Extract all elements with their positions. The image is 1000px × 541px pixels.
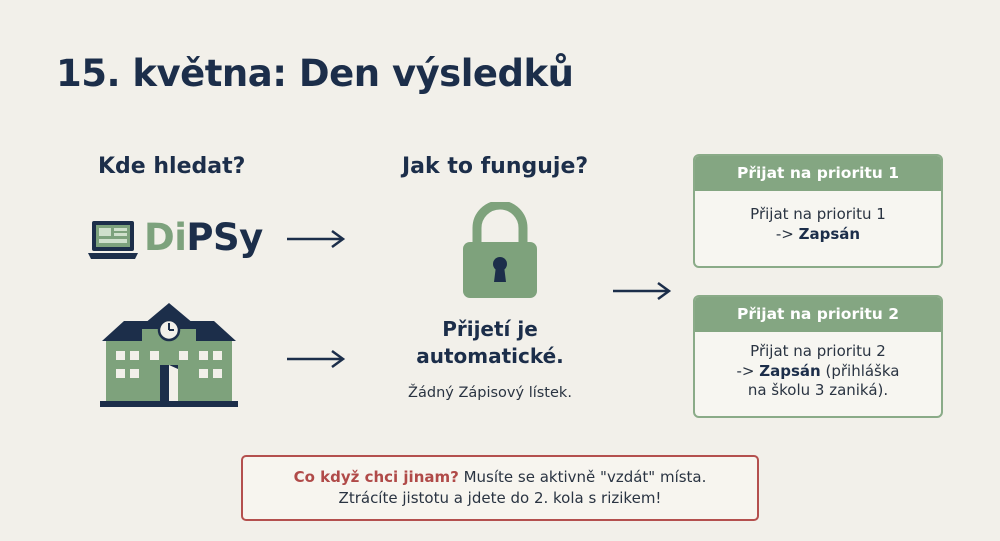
card-line: [695, 224, 941, 244]
warning-box: [241, 455, 759, 521]
priority-1-card-body: [695, 191, 941, 244]
automatic-admission-text: [380, 316, 600, 370]
priority-2-card: [693, 295, 943, 418]
page-title: 15. května: Den výsledků: [56, 52, 574, 95]
laptop-icon: [88, 219, 138, 261]
priority-1-card-header: Přijat na prioritu 1: [695, 156, 941, 191]
priority-2-card-body: [695, 332, 941, 401]
warning-line1: [243, 467, 757, 488]
card-line: Přijat na prioritu 2: [750, 342, 886, 360]
warning-line2: Ztrácíte jistotu a jdete do 2. kola s rizikem!: [338, 489, 662, 507]
automatic-admission-line1: Přijetí je: [442, 317, 538, 341]
card-arrow-text: ->: [736, 361, 760, 380]
no-enrollment-ticket-note: Žádný Zápisový lístek.: [408, 385, 572, 401]
automatic-admission-line2: automatické.: [416, 344, 564, 368]
arrow-right-icon: [286, 348, 346, 370]
card-line-rest: (přihláška: [820, 361, 900, 380]
card-line: [695, 362, 941, 382]
arrow-right-icon: [612, 280, 672, 302]
warning-question: Co když chci jinam?: [293, 468, 459, 486]
warning-line1-rest: Musíte se aktivně "vzdát" místa.: [458, 468, 707, 486]
priority-2-card-header: Přijat na prioritu 2: [695, 297, 941, 332]
school-building-icon: [100, 299, 238, 411]
enrolled-label: Zapsán: [759, 361, 821, 380]
dipsy-logo: [144, 216, 263, 259]
card-line: na školu 3 zaniká).: [747, 381, 889, 399]
card-line: Přijat na prioritu 1: [750, 205, 886, 223]
arrow-right-icon: [286, 228, 346, 250]
enrolled-label: Zapsán: [798, 225, 861, 243]
card-arrow-text: ->: [775, 225, 799, 243]
priority-1-card: [693, 154, 943, 268]
dipsy-logo-prefix: Di: [144, 216, 187, 259]
dipsy-logo-suffix: PSy: [186, 216, 263, 259]
lock-icon: [460, 202, 540, 300]
how-it-works-heading: Jak to funguje?: [402, 154, 589, 179]
where-to-look-heading: Kde hledat?: [98, 154, 246, 179]
